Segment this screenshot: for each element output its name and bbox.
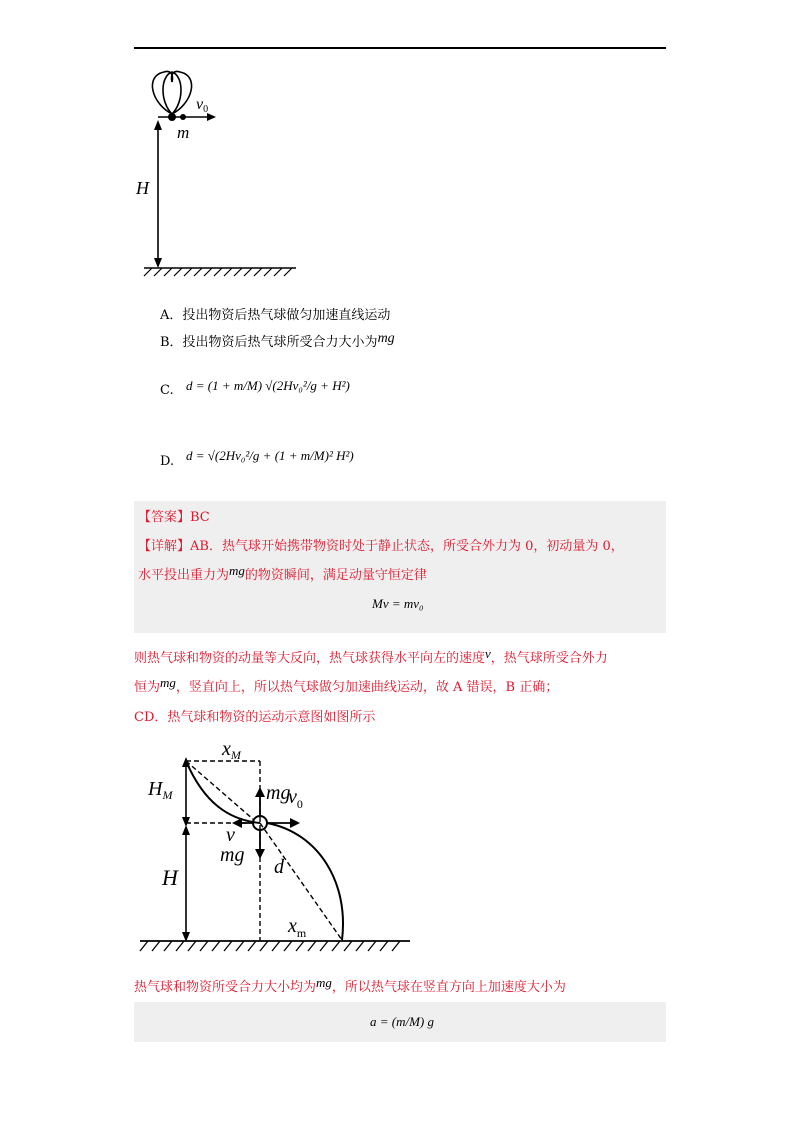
displacement-line xyxy=(260,823,342,940)
ground-hatch-2 xyxy=(140,941,400,951)
balloon-figure xyxy=(130,62,320,282)
option-c-label: C. xyxy=(160,383,174,398)
para-3: CD．热气球和物资的运动示意图如图所示 xyxy=(134,710,376,725)
trajectory-figure xyxy=(134,733,424,958)
xM-label: $x_M$ xyxy=(222,738,241,762)
option-b: B．投出物资后热气球所受合力大小为mg xyxy=(160,331,395,350)
equation-acceleration: a = (m/M) g xyxy=(370,1014,435,1029)
equation-momentum: Mv = mv₀ xyxy=(372,596,424,611)
option-a: A．投出物资后热气球做匀加速直线运动 xyxy=(160,308,391,323)
detail-line-2: 水平投出重力为mg的物资瞬间，满足动量守恒定律 xyxy=(138,563,427,583)
para-1: 则热气球和物资的动量等大反向，热气球获得水平向左的速度v，热气球所受合外力 xyxy=(134,646,608,666)
answer-label: 【答案】BC xyxy=(138,510,210,525)
height-label: H xyxy=(136,178,149,198)
answer-box xyxy=(134,501,666,633)
detail-line-1: 【详解】AB．热气球开始携带物资时处于静止状态，所受合外力为 0，初动量为 0， xyxy=(138,539,624,554)
ground-hatch xyxy=(144,268,292,276)
xm-label: $x_m$ xyxy=(288,915,307,940)
option-d-formula: d = √(2Hv₀²/g + (1 + m/M)² H²) xyxy=(186,448,354,463)
para-2: 恒为mg，竖直向上，所以热气球做匀加速曲线运动，故 A 错误，B 正确； xyxy=(134,675,559,695)
v-label: v xyxy=(226,824,235,846)
HM-label: $H_M$ xyxy=(148,778,173,802)
mass-label: m xyxy=(177,123,190,142)
balloon-icon xyxy=(152,71,191,114)
d-label: d xyxy=(274,856,284,878)
header-rule xyxy=(134,47,666,49)
H-label: H xyxy=(162,865,178,890)
mg-up-label: mg xyxy=(266,782,291,804)
v0-label: $v_0$ xyxy=(288,786,303,811)
option-d-label: D. xyxy=(160,454,175,469)
mg-down-label: mg xyxy=(220,844,245,866)
para-4: 热气球和物资所受合力大小均为mg，所以热气球在竖直方向上加速度大小为 xyxy=(134,975,566,995)
option-c-formula: d = (1 + m/M) √(2Hv₀²/g + H²) xyxy=(186,378,350,393)
cargo-trajectory xyxy=(267,823,343,940)
equation-box xyxy=(134,1002,666,1042)
v0-label: v0 xyxy=(196,96,209,115)
